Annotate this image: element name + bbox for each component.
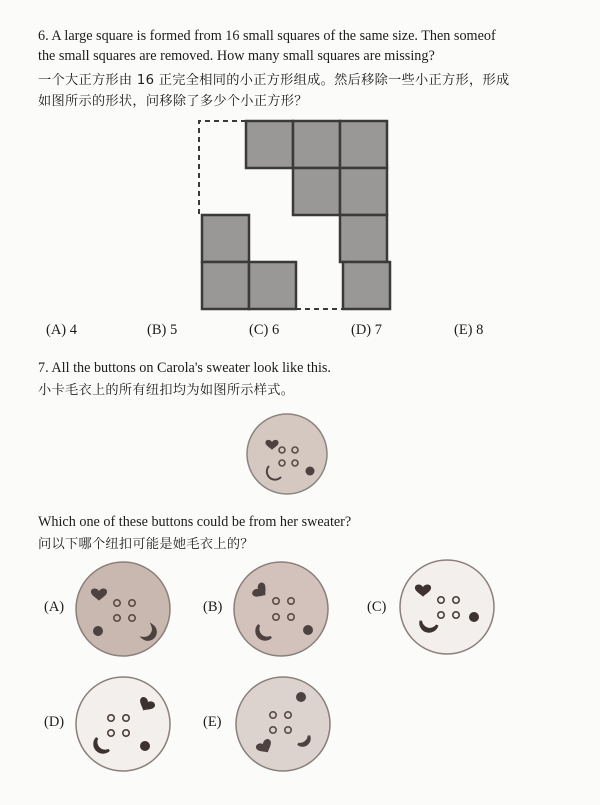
- button-option-d[interactable]: [74, 675, 172, 773]
- q6-option-d[interactable]: (D) 7: [351, 322, 383, 338]
- q7-zh-line-1: 小卡毛衣上的所有纽扣均为如图所示样式。: [38, 383, 295, 398]
- grid-square: [340, 121, 387, 168]
- dashed-outline: [199, 121, 246, 215]
- dot-icon: [140, 741, 150, 751]
- grid-square: [246, 121, 293, 168]
- q6-zh-line-1: 一个大正方形由 16 正完全相同的小正方形组成。然后移除一些小正方形，形成: [38, 73, 510, 88]
- grid-square: [249, 262, 296, 309]
- grid-square: [343, 262, 390, 309]
- dot-icon: [296, 692, 306, 702]
- dot-icon: [303, 625, 313, 635]
- grid-square: [202, 215, 249, 262]
- grid-square: [293, 121, 340, 168]
- q6-option-c[interactable]: (C) 6: [249, 322, 280, 338]
- q7-text-line-1: 7. All the buttons on Carola's sweater look like this.: [38, 360, 331, 376]
- dot-icon: [93, 626, 103, 636]
- answer-label-c[interactable]: (C): [367, 599, 387, 615]
- button-option-b[interactable]: [232, 560, 330, 658]
- button-option-c[interactable]: [398, 558, 496, 656]
- grid-square: [340, 215, 387, 262]
- q6-option-e[interactable]: (E) 8: [454, 322, 484, 338]
- dot-icon: [469, 612, 479, 622]
- button-option-a[interactable]: [74, 560, 172, 658]
- q6-text-line-1: 6. A large square is formed from 16 small squares of the same size. Then someof: [38, 28, 496, 44]
- q6-text-line-2: the small squares are removed. How many small squares are missing?: [38, 48, 435, 64]
- q6-zh-line-2: 如图所示的形状，问移除了多少个小正方形？: [38, 94, 308, 109]
- answer-label-e[interactable]: (E): [203, 714, 222, 730]
- q7-text-line-2: Which one of these buttons could be from her sweater?: [38, 514, 352, 530]
- grid-square: [202, 262, 249, 309]
- answer-label-b[interactable]: (B): [203, 599, 223, 615]
- answer-label-d[interactable]: (D): [44, 714, 65, 730]
- button-option-e[interactable]: [234, 675, 332, 773]
- q6-option-b[interactable]: (B) 5: [147, 322, 178, 338]
- grid-square: [340, 168, 387, 215]
- answer-label-a[interactable]: (A): [44, 599, 65, 615]
- q6-option-a[interactable]: (A) 4: [46, 322, 78, 338]
- grid-square: [293, 168, 340, 215]
- dot-icon: [306, 467, 315, 476]
- reference-button: [245, 412, 329, 496]
- q7-zh-line-2: 问以下哪个纽扣可能是她毛衣上的？: [38, 537, 254, 552]
